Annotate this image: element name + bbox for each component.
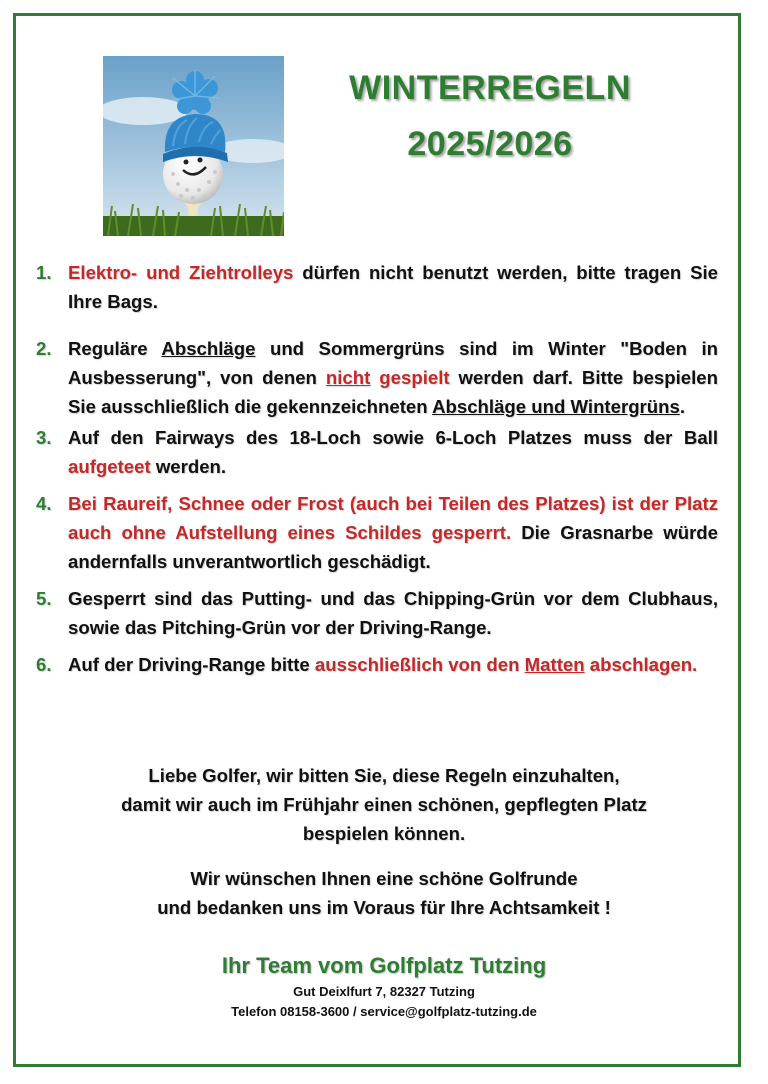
rule-item-4 [36,489,718,576]
rule-text: Reguläre [68,338,162,359]
rule-number: 2. [36,338,52,359]
rule-number: 4. [36,493,52,514]
rule-text: dürfen nicht benutzt werden, bitte tragen Sie Ihre Bags. [68,262,718,312]
rule-item-5 [36,584,718,642]
rule-text-highlight: Elektro- und Ziehtrolleys [68,262,294,283]
rule-text: und Sommergrüns sind im Winter "Boden in Ausbesserung", von denen [68,338,718,388]
rule-number: 6. [36,654,52,675]
rule-text-underlined: Abschläge [161,338,256,359]
rule-text-highlight: ausschließlich von den [314,654,525,675]
rule-number: 3. [36,427,52,448]
rule-text-highlight: gespielt [370,367,450,388]
rule-text: werden darf. Bitte bespielen Sie ausschließlich die gekennzeichneten [68,367,718,417]
golf-ball-hat-icon [103,56,284,236]
rule-item-3 [36,423,718,481]
closing-line: Liebe Golfer, wir bitten Sie, diese Regeln einzuhalten, [148,765,620,786]
rule-text: werden. [150,456,227,477]
closing-line: Wir wünschen Ihnen eine schöne Golfrunde [190,868,578,889]
title-line-1: WINTERREGELN [349,69,631,107]
address: Gut Deixlfurt 7, 82327 Tutzing [293,984,475,999]
rule-text-highlight: Bei Raureif, Schnee oder Frost (auch bei Teilen des Platzes) ist der Platz auch ohne Aufstellung eines Schildes gesperrt. [68,493,718,543]
rule-number: 5. [36,588,52,609]
rule-item-6 [36,650,718,679]
rules-list [36,258,718,679]
rule-item-2 [36,334,718,421]
rule-item-1 [36,258,718,316]
page-title [330,60,650,172]
rule-text: Die Grasnarbe würde andernfalls unverantwortlich geschädigt. [68,522,718,572]
rule-text: Auf der Driving-Range bitte [68,654,315,675]
closing-line: bespielen können. [302,823,466,844]
contact-info: Telefon 08158-3600 / service@golfplatz-tutzing.de [231,1004,537,1019]
closing-paragraph-2 [40,864,728,922]
rule-text-highlight: nicht [325,367,371,388]
rule-text-highlight: abschlagen. [584,654,698,675]
closing-line: damit wir auch im Frühjahr einen schönen, gepflegten Platz [121,794,647,815]
rule-text: . [679,396,686,417]
rule-text: Gesperrt sind das Putting- und das Chipping-Grün vor dem Clubhaus, sowie das Pitching-Grün vor der Driving-Range. [68,588,718,638]
rule-text-highlight: aufgeteet [68,456,151,477]
rule-number: 1. [36,262,52,283]
rule-text: Auf den Fairways des 18-Loch sowie 6-Loch Platzes muss der Ball [68,427,718,448]
rule-text-underlined: Abschläge und Wintergrüns [432,396,680,417]
team-signature: Ihr Team vom Golfplatz Tutzing [221,953,547,978]
closing-paragraph-1 [40,761,728,848]
title-line-2: 2025/2026 [407,125,573,163]
rule-text-highlight: Matten [524,654,585,675]
closing-line: und bedanken uns im Voraus für Ihre Achtsamkeit ! [157,897,611,918]
